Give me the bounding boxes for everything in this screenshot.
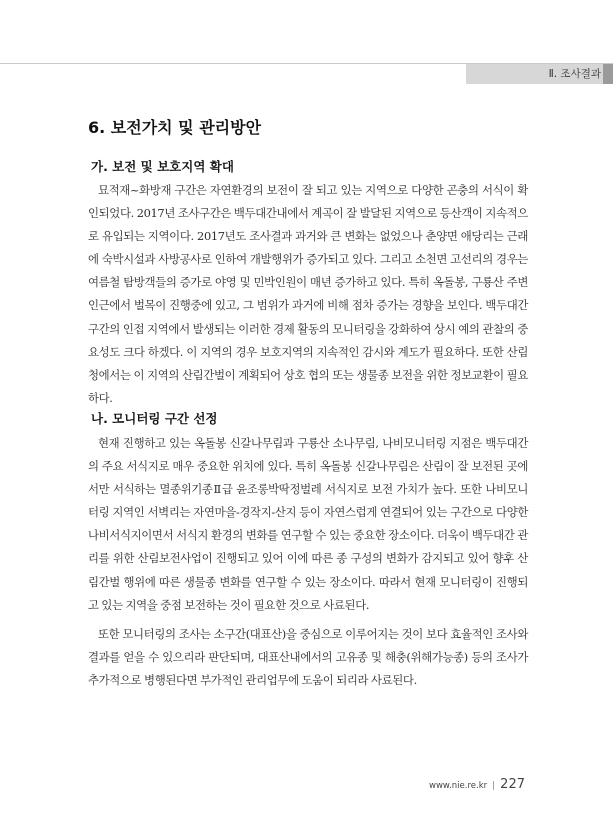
paragraph-conservation: 묘적재~화방재 구간은 자연환경의 보전이 잘 되고 있는 지역으로 다양한 곤충의 서식이 확인되었다. 2017년 조사구간은 백두대간내에서 계곡이 잘 발달된 지역으로 등산객이 지속적으로 유입되는 지역이다. 2017년도 조사결과 과거와 큰 변화는 없었으나 춘양면 애당리는 근래에 숙박시설과 사방공사로 인하여 개발행위가 증가되고 있다. 그리고 소천면 고선리의 경우는 여름철 탐방객들의 증가로 야영 및 민박인원이 매년 증가하고 있다. 특히 옥돌봉, 구룡산 주변 인근에서 벌목이 진행중에 있고, 그 범위가 과거에 비해 점차 증가는 경향을 보인다. 백두대간 구간의 인접 지역에서 발생되는 이러한 경제 활동의 모니터링을 강화하여 상시 예의 관찰의 중요성도 크다 하겠다. 이 지역의 경우 보호지역의 지속적인 감시와 계도가 필요하다. 또한 산림청에서는 이 지역의 산림간벌이 계획되어 상호 협의 또는 생물종 보전을 위한 정보교환이 필요하다. (88, 183, 528, 405)
page-footer (429, 773, 525, 792)
subsection-heading-conservation: 가. 보전 및 보호지역 확대 (91, 159, 234, 174)
subsection-heading-monitoring: 나. 모니터링 구간 선정 (91, 411, 218, 426)
page-number: 227 (500, 777, 525, 792)
footer-url: www.nie.re.kr (429, 781, 488, 791)
footer-separator: | (492, 781, 496, 791)
paragraph-monitoring-sites: 현재 진행하고 있는 옥돌봉 신갈나무림과 구룡산 소나무림, 나비모니터링 지점은 백두대간의 주요 서식지로 매우 중요한 위치에 있다. 특히 옥돌봉 신갈나무림은 산림이 잘 보전된 곳에서만 서식하는 멸종위기종Ⅱ급 윤조롱박딱정벌레 서식지로 보전 가치가 높다. 또한 나비모니터링 지역인 서벽리는 자연마을-경작지-산지 등이 자연스럽게 연결되어 있는 구간으로 다양한 나비서식지이면서 서식지 환경의 변화를 연구할 수 있는 중요한 장소이다. 더욱이 백두대간 관리를 위한 산림보전사업이 진행되고 있어 이에 따른 종 구성의 변화가 감지되고 있어 향후 산림간벌 행위에 따른 생물종 변화를 연구할 수 있는 장소이다. 따라서 현재 모니터링이 진행되고 있는 지역을 중점 보전하는 것이 필요한 것으로 사료된다. (88, 436, 528, 612)
chapter-header: Ⅱ. 조사결과 (466, 64, 613, 84)
section-title: 6. 보전가치 및 관리방안 (88, 118, 262, 137)
header-accent-strip (603, 64, 613, 84)
paragraph-monitoring-method: 또한 모니터링의 조사는 소구간(대표산)을 중심으로 이루어지는 것이 보다 효율적인 조사와 결과를 얻을 수 있으리라 판단되며, 대표산내에서의 고유종 및 해충(위해가능종) 등의 조사가 추가적으로 병행된다면 부가적인 관리업무에 도움이 되리라 사료된다. (88, 627, 528, 688)
